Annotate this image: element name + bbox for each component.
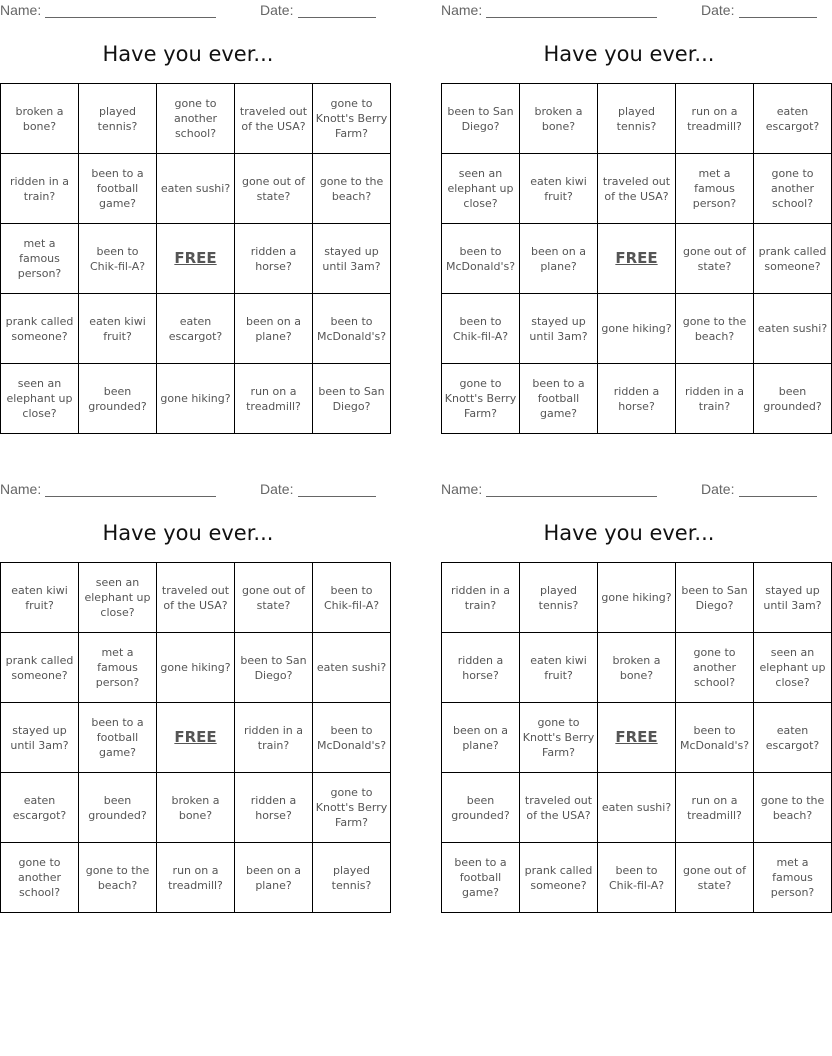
bingo-cell[interactable]: gone to another school? — [157, 84, 235, 154]
bingo-cell[interactable]: been grounded? — [754, 364, 832, 434]
bingo-cell[interactable]: ridden a horse? — [442, 633, 520, 703]
bingo-cell[interactable]: gone to the beach? — [676, 294, 754, 364]
bingo-cell[interactable]: gone to Knott's Berry Farm? — [442, 364, 520, 434]
bingo-cell[interactable]: eaten escargot? — [754, 703, 832, 773]
bingo-cell[interactable]: gone to the beach? — [313, 154, 391, 224]
bingo-cell[interactable]: seen an elephant up close? — [442, 154, 520, 224]
grid-row — [442, 703, 832, 773]
bingo-cell[interactable]: gone to Knott's Berry Farm? — [313, 84, 391, 154]
bingo-cell[interactable]: seen an elephant up close? — [1, 364, 79, 434]
bingo-cell[interactable]: eaten kiwi fruit? — [1, 563, 79, 633]
grid-row — [442, 154, 832, 224]
bingo-card — [441, 0, 828, 440]
bingo-cell[interactable]: been on a plane? — [235, 294, 313, 364]
bingo-cell[interactable]: been to a football game? — [79, 703, 157, 773]
bingo-cell[interactable]: prank called someone? — [1, 633, 79, 703]
bingo-cell[interactable]: ridden in a train? — [442, 563, 520, 633]
date-blank-line[interactable] — [298, 496, 376, 497]
bingo-cell[interactable]: been on a plane? — [520, 224, 598, 294]
name-label: Name: — [441, 2, 483, 18]
bingo-cell[interactable]: gone to Knott's Berry Farm? — [520, 703, 598, 773]
grid-row — [442, 364, 832, 434]
bingo-cell[interactable]: run on a treadmill? — [235, 364, 313, 434]
bingo-cell[interactable]: broken a bone? — [520, 84, 598, 154]
bingo-cell[interactable]: been to San Diego? — [442, 84, 520, 154]
grid-row — [1, 563, 391, 633]
bingo-cell[interactable]: broken a bone? — [1, 84, 79, 154]
bingo-cell[interactable]: stayed up until 3am? — [754, 563, 832, 633]
grid-row — [442, 84, 832, 154]
bingo-cell[interactable]: prank called someone? — [520, 843, 598, 913]
bingo-cell[interactable]: prank called someone? — [754, 224, 832, 294]
name-label: Name: — [0, 2, 42, 18]
bingo-cell[interactable]: been grounded? — [79, 773, 157, 843]
bingo-cell[interactable]: gone out of state? — [676, 224, 754, 294]
date-blank-line[interactable] — [739, 496, 817, 497]
bingo-cell[interactable]: gone to the beach? — [79, 843, 157, 913]
free-space[interactable]: FREE — [598, 224, 676, 294]
bingo-cell[interactable]: eaten escargot? — [157, 294, 235, 364]
bingo-card — [0, 0, 388, 440]
bingo-cell[interactable]: traveled out of the USA? — [520, 773, 598, 843]
bingo-cell[interactable]: gone to another school? — [754, 154, 832, 224]
bingo-cell[interactable]: traveled out of the USA? — [598, 154, 676, 224]
bingo-cell[interactable]: eaten kiwi fruit? — [79, 294, 157, 364]
name-blank-line[interactable] — [486, 496, 657, 497]
bingo-cell[interactable]: run on a treadmill? — [157, 843, 235, 913]
bingo-cell[interactable]: gone to Knott's Berry Farm? — [313, 773, 391, 843]
bingo-cell[interactable]: eaten sushi? — [157, 154, 235, 224]
grid-row — [1, 633, 391, 703]
bingo-cell[interactable]: gone hiking? — [157, 364, 235, 434]
bingo-grid — [0, 562, 391, 913]
bingo-cell[interactable]: eaten sushi? — [598, 773, 676, 843]
bingo-cell[interactable]: eaten escargot? — [1, 773, 79, 843]
name-blank-line[interactable] — [486, 17, 657, 18]
free-space[interactable]: FREE — [598, 703, 676, 773]
bingo-cell[interactable]: been to San Diego? — [235, 633, 313, 703]
bingo-cell[interactable]: eaten kiwi fruit? — [520, 154, 598, 224]
card-title: Have you ever... — [102, 521, 274, 545]
bingo-cell[interactable]: run on a treadmill? — [676, 84, 754, 154]
grid-row — [442, 224, 832, 294]
bingo-grid — [441, 83, 832, 434]
grid-row — [1, 294, 391, 364]
bingo-cell[interactable]: been to McDonald's? — [676, 703, 754, 773]
bingo-card — [441, 479, 826, 919]
date-blank-line[interactable] — [739, 17, 817, 18]
bingo-cell[interactable]: ridden a horse? — [598, 364, 676, 434]
date-label: Date: — [701, 2, 735, 18]
bingo-cell[interactable]: gone hiking? — [157, 633, 235, 703]
bingo-card — [0, 479, 388, 919]
grid-row — [1, 773, 391, 843]
grid-row — [1, 154, 391, 224]
name-label: Name: — [441, 481, 483, 497]
grid-row — [442, 633, 832, 703]
name-blank-line[interactable] — [45, 496, 216, 497]
bingo-cell[interactable]: been to a football game? — [520, 364, 598, 434]
grid-row — [1, 364, 391, 434]
bingo-cell[interactable]: played tennis? — [79, 84, 157, 154]
name-label: Name: — [0, 481, 42, 497]
grid-row — [442, 843, 832, 913]
name-blank-line[interactable] — [45, 17, 216, 18]
bingo-cell[interactable]: gone to the beach? — [754, 773, 832, 843]
bingo-cell[interactable]: traveled out of the USA? — [235, 84, 313, 154]
bingo-cell[interactable]: ridden in a train? — [1, 154, 79, 224]
bingo-cell[interactable]: gone hiking? — [598, 294, 676, 364]
card-title: Have you ever... — [543, 42, 715, 66]
date-label: Date: — [701, 481, 735, 497]
bingo-grid — [441, 562, 832, 913]
bingo-cell[interactable]: seen an elephant up close? — [79, 563, 157, 633]
grid-row — [1, 84, 391, 154]
bingo-cell[interactable]: traveled out of the USA? — [157, 563, 235, 633]
grid-row — [442, 294, 832, 364]
grid-row — [1, 224, 391, 294]
bingo-cell[interactable]: been to a football game? — [79, 154, 157, 224]
bingo-cell[interactable]: eaten sushi? — [754, 294, 832, 364]
bingo-cell[interactable]: been to San Diego? — [313, 364, 391, 434]
bingo-cell[interactable]: been grounded? — [79, 364, 157, 434]
bingo-cell[interactable]: met a famous person? — [676, 154, 754, 224]
bingo-cell[interactable]: been to McDonald's? — [313, 294, 391, 364]
bingo-cell[interactable]: gone to another school? — [1, 843, 79, 913]
bingo-cell[interactable]: seen an elephant up close? — [754, 633, 832, 703]
grid-row — [1, 703, 391, 773]
bingo-cell[interactable]: been to Chik-fil-A? — [313, 563, 391, 633]
bingo-cell[interactable]: ridden in a train? — [676, 364, 754, 434]
bingo-cell[interactable]: gone out of state? — [235, 154, 313, 224]
bingo-cell[interactable]: played tennis? — [598, 84, 676, 154]
bingo-cell[interactable]: ridden in a train? — [235, 703, 313, 773]
free-space[interactable]: FREE — [157, 703, 235, 773]
bingo-cell[interactable]: eaten kiwi fruit? — [520, 633, 598, 703]
bingo-cell[interactable]: been on a plane? — [442, 703, 520, 773]
bingo-cell[interactable]: played tennis? — [313, 843, 391, 913]
bingo-cell[interactable]: gone out of state? — [676, 843, 754, 913]
bingo-cell[interactable]: met a famous person? — [754, 843, 832, 913]
bingo-cell[interactable]: been to San Diego? — [676, 563, 754, 633]
bingo-cell[interactable]: run on a treadmill? — [676, 773, 754, 843]
bingo-cell[interactable]: gone out of state? — [235, 563, 313, 633]
card-header — [0, 2, 376, 20]
bingo-cell[interactable]: stayed up until 3am? — [520, 294, 598, 364]
bingo-cell[interactable]: prank called someone? — [1, 294, 79, 364]
bingo-cell[interactable]: been to Chik-fil-A? — [442, 294, 520, 364]
bingo-cell[interactable]: been to a football game? — [442, 843, 520, 913]
bingo-cell[interactable]: ridden a horse? — [235, 773, 313, 843]
grid-row — [1, 843, 391, 913]
bingo-cell[interactable]: been to McDonald's? — [442, 224, 520, 294]
card-header — [0, 481, 376, 499]
bingo-cell[interactable]: broken a bone? — [598, 633, 676, 703]
bingo-cell[interactable]: broken a bone? — [157, 773, 235, 843]
card-header — [441, 2, 817, 20]
card-title: Have you ever... — [102, 42, 274, 66]
bingo-cell[interactable]: met a famous person? — [1, 224, 79, 294]
bingo-cell[interactable]: gone to another school? — [676, 633, 754, 703]
bingo-cell[interactable]: stayed up until 3am? — [313, 224, 391, 294]
date-label: Date: — [260, 2, 294, 18]
bingo-cell[interactable]: eaten escargot? — [754, 84, 832, 154]
bingo-cell[interactable]: been to Chik-fil-A? — [598, 843, 676, 913]
date-label: Date: — [260, 481, 294, 497]
bingo-cell[interactable]: gone hiking? — [598, 563, 676, 633]
grid-row — [442, 563, 832, 633]
date-blank-line[interactable] — [298, 17, 376, 18]
bingo-cell[interactable]: stayed up until 3am? — [1, 703, 79, 773]
card-title: Have you ever... — [543, 521, 715, 545]
grid-row — [442, 773, 832, 843]
card-header — [441, 481, 817, 499]
bingo-cell[interactable]: been to McDonald's? — [313, 703, 391, 773]
free-space[interactable]: FREE — [157, 224, 235, 294]
bingo-cell[interactable]: played tennis? — [520, 563, 598, 633]
bingo-cell[interactable]: been grounded? — [442, 773, 520, 843]
bingo-cell[interactable]: ridden a horse? — [235, 224, 313, 294]
bingo-cell[interactable]: been on a plane? — [235, 843, 313, 913]
bingo-cell[interactable]: met a famous person? — [79, 633, 157, 703]
bingo-cell[interactable]: been to Chik-fil-A? — [79, 224, 157, 294]
bingo-cell[interactable]: eaten sushi? — [313, 633, 391, 703]
bingo-grid — [0, 83, 391, 434]
